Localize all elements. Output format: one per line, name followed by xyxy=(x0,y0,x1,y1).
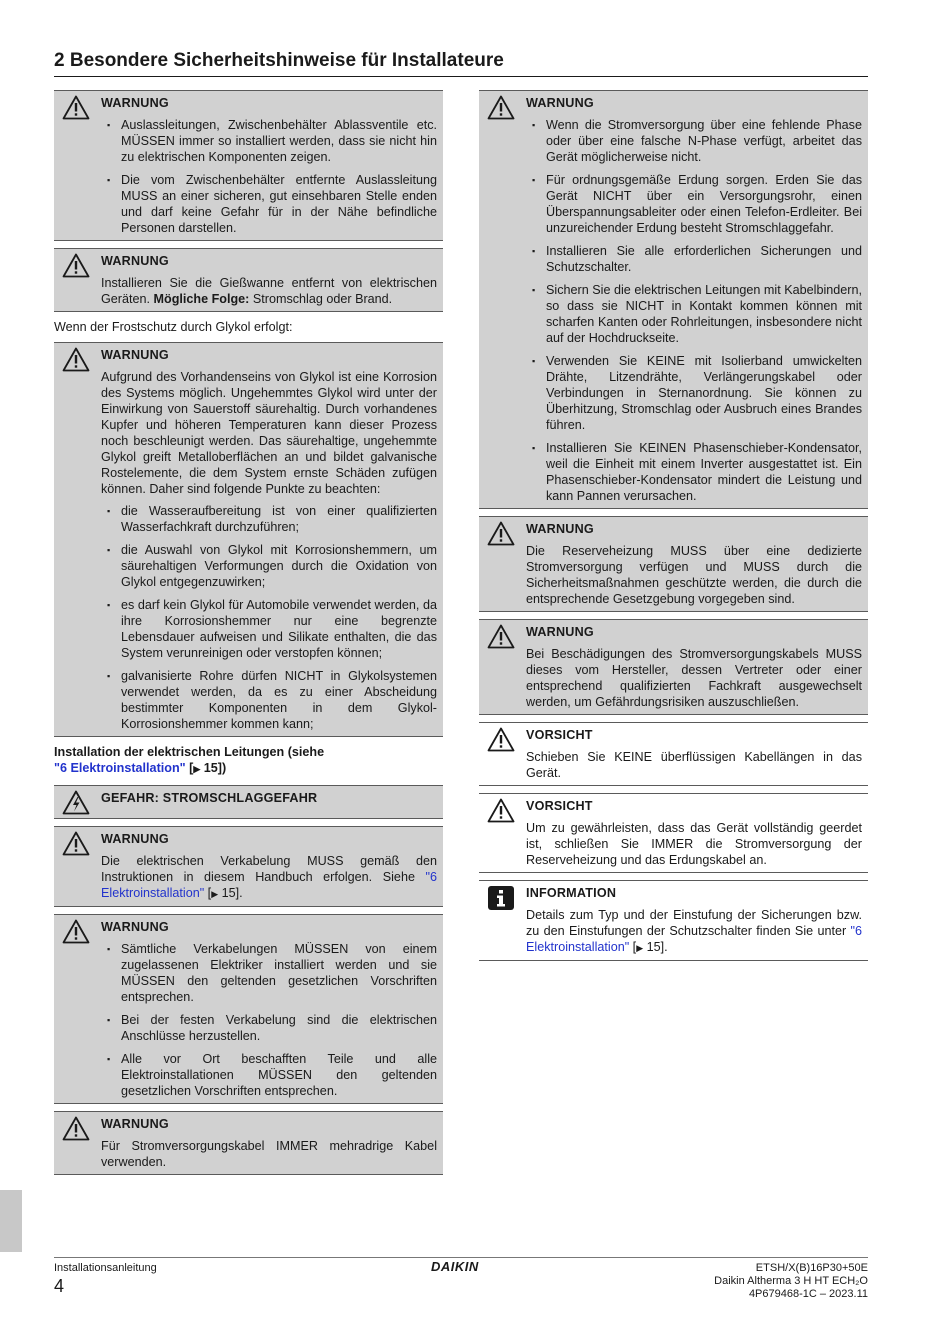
footer-document-type: Installationsanleitung xyxy=(54,1262,157,1274)
warning-triangle-icon xyxy=(487,95,515,121)
warning-triangle-icon xyxy=(62,95,90,121)
info-box-fuses xyxy=(479,880,868,961)
warning-heading: WARNUNG xyxy=(101,254,169,268)
footer-product-name: Daikin Altherma 3 H HT ECH₂O xyxy=(714,1275,868,1287)
warning-heading: WARNUNG xyxy=(526,522,594,536)
warning-triangle-icon xyxy=(62,347,90,373)
page-arrow-icon: ▶ xyxy=(193,764,201,774)
warning-text: Für Stromversorgungskabel IMMER mehradrige Kabel verwenden. xyxy=(101,1139,437,1169)
frost-protection-note: Wenn der Frostschutz durch Glykol erfolgt: xyxy=(54,320,293,334)
warning-heading: WARNUNG xyxy=(101,96,169,110)
list-item: ▪ es darf kein Glykol für Automobile verwendet werden, da ihre Korrosionshemmer nur eine begrenzte Lebensdauer aufweisen und Silikate enthalten, die das System verunreinigen oder verstopfen können; xyxy=(101,597,437,661)
cross-reference-link[interactable]: "6 Elektroinstallation" xyxy=(54,761,186,775)
warning-box-drain xyxy=(54,90,443,241)
warning-heading: WARNUNG xyxy=(101,920,169,934)
warning-heading: WARNUNG xyxy=(101,348,169,362)
footer-model-info xyxy=(714,1262,868,1301)
list-item: ▪ Wenn die Stromversorgung über eine fehlende Phase oder über eine falsche N-Phase verfügt, arbeitet das Gerät möglicherweise nicht. xyxy=(526,117,862,165)
page-arrow-icon: ▶ xyxy=(636,943,644,953)
warning-list xyxy=(526,117,862,504)
list-item: ▪ Alle vor Ort beschafften Teile und alle Elektroinstallationen MÜSSEN den geltenden gesetzlichen Vorschriften entsprechen. xyxy=(101,1051,437,1099)
warning-box-multicore xyxy=(54,1111,443,1175)
page-title: 2 Besondere Sicherheitshinweise für Installateure xyxy=(54,50,868,77)
warning-list xyxy=(101,117,437,236)
list-item: ▪ Auslassleitungen, Zwischenbehälter Ablassventile etc. MÜSSEN immer so installiert werden, dass sie nicht hin zu elektrischen Komponenten zeigen. xyxy=(101,117,437,165)
warning-triangle-icon xyxy=(62,831,90,857)
list-item: ▪ Bei der festen Verkabelung sind die elektrischen Anschlüsse herzustellen. xyxy=(101,1012,437,1044)
info-heading: INFORMATION xyxy=(526,886,617,900)
footer-divider xyxy=(54,1257,868,1258)
warning-triangle-icon xyxy=(487,624,515,650)
page-arrow-icon: ▶ xyxy=(211,889,219,899)
warning-box-wiring-manual xyxy=(54,826,443,907)
caution-heading: VORSICHT xyxy=(526,728,593,742)
list-item: ▪ galvanisierte Rohre dürfen NICHT in Glykolsystemen verwendet werden, da es zu einer Abscheidung bestimmter Komponenten in dem Glykol-Korrosionshemmer kommen kann; xyxy=(101,668,437,732)
section-heading-electrical: Installation der elektrischen Leitungen (siehe "6 Elektroinstallation" [▶ 15]) xyxy=(54,745,325,775)
warning-text: Die elektrischen Verkabelung MUSS gemäß den Instruktionen in diesem Handbuch erfolgen. Siehe "6 Elektroinstallation" [▶ 15]. xyxy=(101,854,437,900)
warning-list xyxy=(101,503,437,732)
electric-hazard-icon xyxy=(62,790,90,816)
caution-text: Schieben Sie KEINE überflüssigen Kabellängen in das Gerät. xyxy=(526,750,862,780)
list-item: ▪ Sämtliche Verkabelungen MÜSSEN von einem zugelassenen Elektriker installiert werden und sie MÜSSEN den geltenden gesetzlichen Vorschriften entsprechen. xyxy=(101,941,437,1005)
caution-box-cable-length xyxy=(479,722,868,786)
warning-heading: WARNUNG xyxy=(101,1117,169,1131)
list-item: ▪ Die vom Zwischenbehälter entfernte Auslassleitung MUSS an einer sicheren, gut einsehbaren Stelle enden und darf keine Gefahr für in der Nähe befindliche Personen darstellen. xyxy=(101,172,437,236)
list-item: ▪ die Wasseraufbereitung ist von einer qualifizierten Wasserfachkraft durchzuführen; xyxy=(101,503,437,535)
footer-model-code: ETSH/X(B)16P30+50E xyxy=(755,1262,868,1274)
caution-heading: VORSICHT xyxy=(526,799,593,813)
cross-reference-link[interactable]: "6 Elektroinstallation" xyxy=(526,924,862,954)
chapter-side-tab xyxy=(0,1190,22,1252)
caution-text: Um zu gewährleisten, dass das Gerät vollständig geerdet ist, schließen Sie IMMER die Stromversorgung der Reserveheizung und das Erdungskabel an. xyxy=(526,821,862,867)
warning-triangle-icon xyxy=(487,798,515,824)
warning-text: Die Reserveheizung MUSS über eine dedizierte Stromversorgung verfügen und MUSS durch die Sicherheitsmaßnahmen geschützte werden, die durch die entsprechende Gesetzgebung vorgegeben sind. xyxy=(526,544,862,606)
footer-doc-number: 4P679468-1C – 2023.11 xyxy=(748,1288,868,1300)
danger-box-electric xyxy=(54,785,443,819)
list-item: ▪ Sichern Sie die elektrischen Leitungen mit Kabelbindern, so dass sie NICHT in Kontakt kommen können mit scharfen Kanten oder Rohrleitungen, insbesondere nicht auf der Hochdruckseite. xyxy=(526,282,862,346)
caution-box-grounding xyxy=(479,793,868,873)
left-column xyxy=(54,90,443,1182)
warning-triangle-icon xyxy=(487,727,515,753)
page-number: 4 xyxy=(54,1276,65,1296)
list-item: ▪ Installieren Sie alle erforderlichen Sicherungen und Schutzschalter. xyxy=(526,243,862,275)
warning-text: Installieren Sie die Gießwanne entfernt von elektrischen Geräten. Mögliche Folge: Stromschlag oder Brand. xyxy=(101,276,437,306)
brand-logo: DAIKIN xyxy=(431,1259,479,1274)
warning-box-damaged-cable xyxy=(479,619,868,715)
warning-heading: WARNUNG xyxy=(526,625,594,639)
right-column xyxy=(479,90,868,968)
warning-box-electrician xyxy=(54,914,443,1104)
warning-triangle-icon xyxy=(487,521,515,547)
warning-text: Bei Beschädigungen des Stromversorgungskabels MUSS dieses vom Hersteller, dessen Vertreter oder einer entsprechend qualifizierten Fachkraft ausgewechselt werden, um Gefährdungsrisiken auszuschließen. xyxy=(526,647,862,709)
list-item: ▪ die Auswahl von Glykol mit Korrosionshemmern, um säurehaltigen Verformungen durch die Oxidation von Glykol entgegenzuwirken; xyxy=(101,542,437,590)
info-icon xyxy=(487,885,515,911)
warning-triangle-icon xyxy=(62,253,90,279)
info-text: Details zum Typ und der Einstufung der Sicherungen bzw. zu den Einstufungen der Schutzschalter finden Sie unter "6 Elektroinstallation" [▶ 15]. xyxy=(526,908,862,954)
warning-box-power-supply xyxy=(479,90,868,509)
warning-triangle-icon xyxy=(62,1116,90,1142)
danger-heading: GEFAHR: STROMSCHLAGGEFAHR xyxy=(101,791,318,805)
warning-box-backup-heater xyxy=(479,516,868,612)
warning-text: Aufgrund des Vorhandenseins von Glykol ist eine Korrosion des Systems möglich. Ungehemmtes Glykol wird unter der Einwirkung von Sauerstoff säurehaltig. Durch vorhandenes Kupfer und höheren Temperaturen kann dieser Prozess noch beschleunigt werden. Das säurehaltige, ungehemmte Glykol greift Metalloberflächen an und bildet galvanische Rostelemente, die dem System ernste Schäden zufügen können. Daher sind folgende Punkte zu beachten: xyxy=(101,370,437,496)
warning-box-drip-tray xyxy=(54,248,443,312)
list-item: ▪ Verwenden Sie KEINE mit Isolierband umwickelten Drähte, Litzendrähte, Verlängerungskabel oder Verbindungen in Sternanordnung. Sie können zu Überhitzung, Stromschlag oder Ausbruch eines Brandes führen. xyxy=(526,353,862,433)
warning-heading: WARNUNG xyxy=(101,832,169,846)
cross-reference-link[interactable]: "6 Elektroinstallation" xyxy=(101,870,437,900)
warning-heading: WARNUNG xyxy=(526,96,594,110)
warning-list xyxy=(101,941,437,1099)
list-item: ▪ Installieren Sie KEINEN Phasenschieber-Kondensator, weil die Einheit mit einem Inverter ausgestattet ist. Ein Phasenschieber-Kondensator mindert die Leistung und kann Pannen verursachen. xyxy=(526,440,862,504)
list-item: ▪ Für ordnungsgemäße Erdung sorgen. Erden Sie das Gerät NICHT über ein Versorgungsrohr, einen Überspannungsableiter oder einen Telefon-Erdleiter. Bei unzureichender Erdung besteht Stromschlaggefahr. xyxy=(526,172,862,236)
warning-box-glycol xyxy=(54,342,443,737)
warning-triangle-icon xyxy=(62,919,90,945)
